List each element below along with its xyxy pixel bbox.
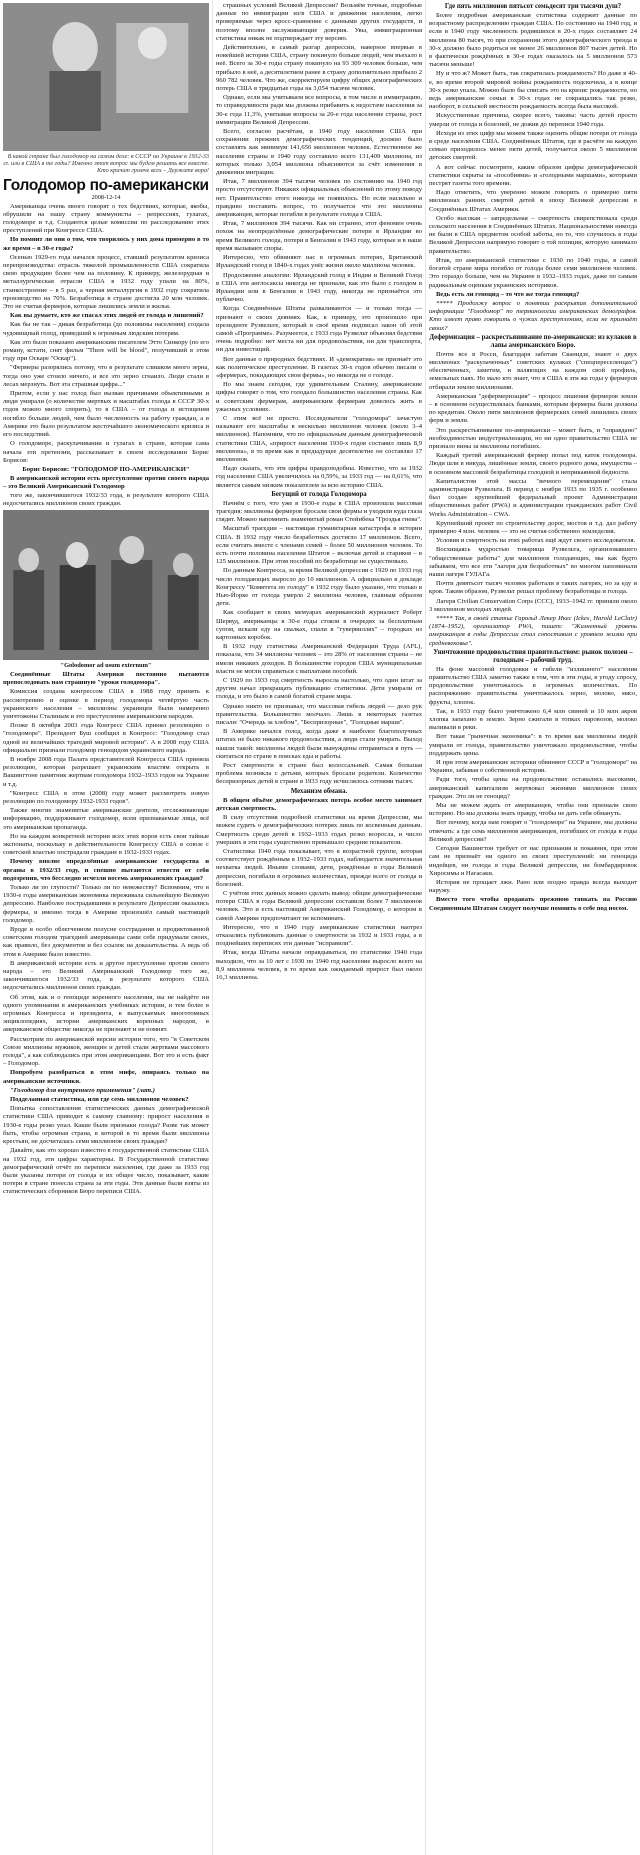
lead-paragraph: Соединённые Штаты Америки постоянно пытаются препоследовать нам страшную "уроки голодомора". <box>3 670 209 687</box>
question: Как вы думаете, кто же спасал этих людей от голода и лишений? <box>10 312 204 320</box>
question: Почему вполне определённые американские государства и органы в 1932/33 году, и спешно пытаются отвести от себя подозрения, что бесследно исчезли восемь американских граждан? <box>3 858 209 882</box>
paragraph: Рост смертности в стране был колоссальный. Самая большая проблема возникла с детьми, которых бросали родители. Количество беспризорных детей в стране в 1933 году исчислялось сотнями тысяч. <box>216 762 422 786</box>
paragraph: Всего, согласно расчётам, в 1940 году население США при сохранении прежних демографических тенденций, должно было составлять как минимум 141,656 миллионов человек. Естественное же население страны в 1940 году составило всего 131,409 миллиона, из которых только 3,054 миллиона объясняются за счёт изменения в движении миграции. <box>216 128 422 177</box>
paragraph: страшных условий Великой Депрессии? Возьмём точные, подробные данные по иммиграции из/в США и движении населения, легко проверяемые через кросс-сравнение с данными других государств, и поэтому вполне заслуживающие доверия. Увы, иммиграционная статистика никак не подтверждает эту версию. <box>216 2 422 42</box>
paragraph: А вот сейчас посмотрите, каким образом цифры демографической статистики скрыты за «пособиями» и «голодными маршами», которыми пестрят газеты того времени. <box>429 163 637 188</box>
paragraph: Вроде в особо облегченном полусне сострадания и продиктованной советским голодом трагедией американцы сами себе придумали своих, как правило, без документов и без ссылок на доказательства. А ведь об этом в Америке было известно. <box>3 926 209 958</box>
paragraph: того же, закончившегося 1932/33 года, в результате которого США недосчитались миллионов своих граждан. <box>3 492 209 508</box>
paragraph: Как сообщает в своих мемуарах американский журналист Роберт Шервуд, американцы в 30-е годы стояли в очередях за бесплатным супом, искали еду на свалках, спали в "гувервиллях" – городках из картонных коробок. <box>216 609 422 642</box>
paragraph: В силу отсутствия подробной статистики на время Депрессии, мы можем судить о демографических потерях лишь по косвенным данным. Смертность среди детей в 1932–1933 годах резко возросла, и число умерших в эти годы существенно превышало средние показатели. <box>216 814 422 846</box>
paragraph: Позже 8 октября 2003 года Конгресс США принял резолюцию о "голодоморе". Президент Буш сообщил в Конгресс: "Голодомор стал одной из величайших трагедий мировой истории". А в 2008 году США официально признали голодомор геноцидом украинского народа. <box>3 722 209 754</box>
paragraph: "Фермеры разорялись потому, что в результате слишком много зерна, тогда оно уже стоило ничего, и все это зерно сгнаило. Люди стали в лесах мерзнуть. Вот эта страшная цифра..." <box>3 364 209 388</box>
section-heading: Механизм обмана. <box>290 787 348 795</box>
paragraph: ***** Продолжу вопрос о понятии раскрытия дополнительной информации "Голодомор" по терминологии американских демографов. Кто имеет право говорить о чужих преступлениях, если не признаёт своих? <box>429 299 637 332</box>
paragraph: О голодоморе, раскулачивании и гулагах в стране, которая сама начала эти претензии, рассказывает в своем исследовании Борис Борисов: <box>3 440 209 464</box>
closing-statement: Вместо того чтобы продавать прежнюю тявкать на Россию Соединенным Штатам следует получше помнить о себе под носом. <box>429 896 637 912</box>
paragraph: Однако, если мы учитываем все вопросы, в том числе и иммиграцию, то справедливости ради мы должны прибавить к недостаче населения за 30-е года 11,3%, учитывая вопросы за 20-е года население страны, рост иммиграции Великой Депрессии. <box>216 94 422 126</box>
paragraph: Итак, 7 миллионов 394 тысячи. Как ни странно, этот феномен очень похож на неопределённые демографические потери в Ирландии во время Великого голода, потери в Бенгалии в 1943 году, которые и в наше время вызывают споры. <box>216 220 422 252</box>
paragraph: Восхищаясь мудростью товарища Рузвельта, организовавшего "общественные работы" для миллионов голодающих, мы как будто забываем, что все эти "лагеря для безработных" во многом напоминали наши лагеря ГУЛАГа. <box>429 546 637 578</box>
paragraph: Вот такая "рыночная экономика": в то время как миллионы людей умирали от голода, правительство уничтожало продовольствие, чтобы поддержать цены. <box>429 733 637 757</box>
lead-paragraph: В американской истории есть преступление против своего народа – это Великий Американский Голодомор <box>3 474 209 490</box>
paragraph: Интересно, что обвиняют нас в огромных потерях, Британский Ирландский голод в 1840-х годах унёс жизни около миллиона человек. <box>216 254 422 270</box>
paragraph: Исходя из этих цифр мы можем также оценить общие потери от голода в среде населения США. Соединённых Штатов, где в расчёте на каждую семью приходилось менее пяти детей, получается около 5 миллионов детских смертей. <box>429 129 637 162</box>
photo-starving-child <box>3 3 209 151</box>
section-heading: Дефермизация – раскрестьянивание по-американски: из кулаков в лапы американского Бюро. <box>429 333 637 349</box>
paragraph: С 1929 по 1933 год смертность выросла настолько, что один штат за другим начал прекращать публикацию статистики. Дети умирали от голода, и это было в самой богатой стране мира. <box>216 677 422 701</box>
paragraph: Начнём с того, что уже в 1930-е годы в США произошла массовая трагедия: миллионы фермеров бросали свои фермы и уходили куда глаза глядят. Можно напомнить знаменитый роман Стейнбека "Гроздья гнева". <box>216 499 422 524</box>
paragraph: Масштаб трагедии – настоящая гуманитарная катастрофа в истории США. В 1932 году число безработных достигло 17 миллионов. Всего, если считать вместе с членами семей – более 50 миллионов человек. То есть почти половина населения Штатов – включая детей и стариков – в 125 миллионов. При этом пособий по безработице не существовало. <box>216 525 422 566</box>
paragraph: В 1932 году статистика Американской Федерации Труда (AFL), показала, что 34 миллиона человек – это 28% от населения страны – не имели никаких доходов. В большинстве городов США муниципальные власти не могли справиться с выплатами пособий. <box>216 643 422 675</box>
paragraph: Лагеря Civilian Conservation Corps (CCC), 1933–1942 гг. приняли около 3 миллионов молодых людей. <box>429 597 637 613</box>
paragraph: Итак, по американской статистике с 1930 по 1940 годы, в самой богатой стране мира погибло от голода более семи миллионов человек. Это гораздо больше, чем на Украине в 1932–1933 годах, даже по самым радикальным оценкам украинских историков. <box>429 256 637 289</box>
paragraph: Мы не можем ждать от американцев, чтобы они признали свою историю. Но мы должны знать правду, чтобы не дать себя обмануть. <box>429 802 637 818</box>
paragraph: Когда Соединённые Штаты разваливаются — и только тогда — признают о своих деяниях. Как, к примеру, это произошло при президенте Рузвельте, который в своё время подписал закон об этой самой «Программе». Разумеется, с 1933 года Рузвельт объяснял бедствия очень подробно: нет места ни для продовольствия, ни для транспорта, ни для инвестиций. <box>216 305 422 354</box>
article-date: 2008-12-14 <box>91 193 121 201</box>
paragraph: Давайте, как это хорошо известно в государственной статистике США на 1932 год, эти цифры характерны. В Государственной статистике демографический отчёт по переписи населения, где даже за 1933 год были указаны потери от голода и их общее число, показывает, какие потери в стране понесла страна за эти годы. Эти данные были взяты из статистических сборников Бюро переписи США. <box>3 1147 209 1196</box>
photo-image <box>3 3 209 151</box>
paragraph: Также многие знаменитые американские деятели, отслеживающие информацию, поддерживают голодомор, всем признаваемые лица, всё это американская пропаганда. <box>3 807 209 831</box>
paragraph: "Конгресс США в этом (2008) году может рассмотреть новую резолюцию по голодомору 1932-1933 годов". <box>3 789 209 805</box>
paragraph: Статистика 1940 года показывает, что в возрастной группе, которая соответствует рождённым в 1932–1933 годах, наблюдается значительная нехватка людей. Иными словами, дети, рождённые в годы Великой депрессии, погибали в огромных количествах, прежде всего от голода и болезней. <box>216 847 422 888</box>
paragraph: Попробуем разобраться в этом мифе, опираясь только на американские источники. <box>3 1069 209 1085</box>
paragraph: Итак, 7 миллионов 394 тысячи человек по состоянию на 1940 год просто отсутствуют. Никаких официальных объяснений по этому поводу нет. Правительство этого никогда не появилось. Но если насильно и правдиво поставить вопрос, то получается что это миллионы американцев, которые погибли в результате голода в США. <box>216 178 422 219</box>
paragraph: Рассмотрим по американской версии истории того, что "в Советском Союзе миллионы мужиков, женщин и детей стали жертвами массового голода", а как соблюдались при этом американцами. Вот это и есть факт – Голодомор. <box>3 1035 209 1068</box>
paragraph: Особо высокая – запредельная – смертность свирепствовала среди сельского населения в Соединённых Штатах. Национальностями никогда не были в США предметом особой заботы, но то, что случилось в годы Великой Депрессии напрямую говорит о той позиции, которую занимало правительство. <box>429 214 637 255</box>
paragraph: Интересно, что в 1940 году американские статистики наотрез отказались публиковать данные о смертности за 1932 и 1933 годы, а в позднейших переписях эти данные "исправили". <box>216 923 422 948</box>
paragraph: По данным Конгресса, за время Великой депрессии с 1929 по 1933 год число голодающих выросло до 10 миллионов. А официально в докладе Конгрессу "Комитета по голоду" в 1932 году было указано, что только в Нью-Йорке от голода умерло 2 миллиона человек, главным образом дети. <box>216 567 422 608</box>
paragraph: На фоне массовой голодовки и гибели "излишнего" населения правительство США заметно также в том, что в эти годы, в угоду спросу, продовольствие уничтожалось в огромных количествах. По распоряжению правительства уничтожалось зерно, молоко, мясо, фрукты, хлопок. <box>429 665 637 706</box>
paragraph: В американской истории есть и другое преступление против своего народа – это Великий Американский Голодомор того же, закончившегося 1932/33 года, в результате которого США недосчитались миллионов своих граждан. <box>3 959 209 992</box>
paragraph: Продолжение аналогии: Ирландский голод в Индии и Великий Голод в США эти англосаксы никогда не признали, как это было с голодом в Ирландии или в Бенгалии в 1943 году, никогда не признаётся это публично. <box>216 271 422 304</box>
section-heading: Уничтожение продовольствия правительством: рынок полезен – голодным – рабочий труд. <box>433 648 633 664</box>
column-1 <box>0 0 213 1855</box>
column-3 <box>426 0 640 1855</box>
paragraph: Это раскрестьянивание по-американски – может быть, и "оправдано" необходимостью индустриализации, но ни одно правительство США не признало вины за миллионы погибших. <box>429 426 637 450</box>
paragraph: Но на каждом конкретной истории всех этих воров есть свои тайные экспонаты, поскольку в действительности Конгрессу США в союзе с советской властью пострадали граждане в 1932-1933 годах. <box>3 832 209 857</box>
paragraph: История не прощает лжи. Рано или поздно правда всегда выходит наружу. <box>429 878 637 895</box>
paragraph: С этим всё не просто. Исследователи "голодомора" зачастую называют его масштабы в несколько миллионов человек (около 3–4 миллионов). Напомним, что по официальным данным демографической статистики США, «прирост населения 1930-х годов составил лишь 8,9 миллиона», в то время как в предыдущее десятилетие он составлял 17 миллионов. <box>216 414 422 463</box>
paragraph: Каждый третий американский фермер попал под каток голодомора. Люди шли в никуда, лишённые земли, своего родного дома, имущества – в основном массовой безработицы голодной и неприкаянной бедности. <box>429 452 637 476</box>
paragraph: Капиталистом этой массы "вечного перемещения" стала администрация Рузвельта. В период с ноября 1933 по 1935 г. особенно был создан крупнейший федеральный проект Администрации общественных работ (PWA) и администрации гражданских работ Civil Works Administration – CWA. <box>429 477 637 518</box>
paragraph: Почти девятьсот тысяч человек работали в таких лагерях, но за еду и кров. Таким образом, Рузвельт решал проблему безработицы и голода. <box>429 580 637 596</box>
paragraph: В ноябре 2008 года Палата представителей Конгресса США приняла резолюцию, которая разрешает украинским властям открыть в Вашингтоне памятник жертвам голодомора 1932–1933 годов на Украине и т.д. <box>3 755 209 788</box>
paragraph: Вот данные о природных бедствиях. И «демократия» не признаёт это как политическое преступление. В газетах 30-х годов обычно писали о «фермерах, покидающих свои фермы», но никогда не о голоде. <box>216 355 422 379</box>
photo-breadline <box>3 510 209 660</box>
photo-image <box>3 510 209 660</box>
paragraph: И при этом американские историки обвиняют СССР в "голодоморе" на Украине, забывая о собственной истории. <box>429 759 637 775</box>
paragraph: Но мы знаем сегодня, где удивительным Сталину, американские цифры говорят о том, что голодало большинство населения страны. Как и советским фермерам, американским фермерам довелось жить в ужасных условиях. <box>216 381 422 413</box>
paragraph: Комиссия создана конгрессом США в 1988 году принять к рассмотрению и оценке в период голодомора четвёртую часть украинского населения – миллионы украинцев были намеренно уничтожены Сталиным и это преступление американским народом. <box>3 688 209 720</box>
paragraph: Осенью 1929-го года начался процесс, ставший результатом кризиса перепроизводства: отрасль тяжелой промышленности США сократила свою продукцию более чем на половину. К примеру, железорудная и металлургическая отрасли США в 1932 году упали на 80%, станкостроение – в 5 раз, а черная металлургия в 1932 году сократила производство на 70%. Безработица в стране достигла 20 млн человек. Это не считая фермеров, которые лишились земли и жилья. <box>3 253 209 311</box>
paragraph: С учётом этих данных можно сделать вывод: общие демографические потери США в годы Великой депрессии составили более 7 миллионов человек. Это и есть настоящий Американский Голодомор, о котором в самой Америке предпочитают не вспоминать. <box>216 889 422 922</box>
paragraph: Итак, когда Штаты начали оправдываться, по статистике 1940 года выходило, что за 10 лет с 1930 по 1940 год население выросло всего на 8,9 миллиона человек, в то время как ожидаемый прирост был около 16,3 миллиона. <box>216 949 422 981</box>
paragraph: Притом, если у нас голод был вызван причинами объективными и люди умирали (о количестве мертвых и масштабах голода в СССР 30-х годов можно много спорить), то в США – от голода и истощения погибло больше людей, чем было численность на работу граждан, а в Америке это было результатом жесточайшего экономического кризиса и его последствий. <box>3 390 209 439</box>
section-heading: Бегущий от голода Голодомора <box>271 490 367 498</box>
question: Ведь есть ли геноцид – то что же тогда геноцид? <box>436 290 580 298</box>
quote: "Голодомор для внутреннего применения" (лат.) <box>10 1086 155 1094</box>
paragraph: Попытка сопоставления статистических данных демографической статистики США приводит к самому главному: прирост населения в 1930-е годы резко упал. Какие были признаки голода? Разве так может быть, чтобы огромная страна, в которой в то время были миллионы крестьян, не досчиталась семи миллионов своих граждан? <box>3 1105 209 1146</box>
lead-paragraph: В общем объёме демографических потерь особое место занимает детская смертность. <box>216 796 422 812</box>
section-heading: Где пять миллионов пятьсот семьдесят три тысячи душ? <box>444 3 622 10</box>
question: Но помнит ли они о том, что творилось у них дома примерно в то же время – в 30-е годы? <box>3 236 209 252</box>
paragraph: Искусственные причины, скорее всего, таковы: часть детей просто умерли от голода и болезней, не дожив до переписи 1940 года. <box>429 112 637 128</box>
paragraph: Более подробная американская статистика содержит данные по возрастному распределению граждан США. По состоянию на 1940 год, и если в 1940 году численность родившихся в 20-х годах составляет 24 миллиона 80 тысяч, то при сохранении этого демографического тренда в 30-х должно было родиться не менее 26 миллионов 807 тысяч детей. Но в фактически рождённых в 30-е годах оказалось на 5 миллионов 573 тысячи меньше! <box>429 12 637 69</box>
paragraph: Только ли по глупости? Только ли по невежеству? Вспомним, что в 1930-е годы американская экономика переживала сильнейшую Великую депрессию. Наиболее пострадавшими в результате Депрессии оказались фермеры, и именно тогда в Америке произошёл самый настоящий голодомор. <box>3 884 209 924</box>
paragraph: Надо отметить, что уверенно можем говорить о примерно пяти миллионах ранних смертей детей в эпоху Великой депрессии в Соединённых Штатах Америки. <box>429 189 637 213</box>
paragraph: Американцы очень много говорят о тех бедствиях, которые, якобы, обрушили на нашу страну коммунисты – репрессиях, гулагах, голодоморе и т.д. Создаются целые комиссии по расследованию этих преступлений при Конгрессе США. <box>3 202 209 235</box>
paragraph: Об этом, как и о геноциде коренного населения, вы не найдёте ни одного упоминания в американских учебниках истории, и тем более в огромных Конгресса и президента, в выпускаемых многотомных энциклопедиях, истории американских коренных народов, в американском обществе никогда не признают и не помнят. <box>3 993 209 1034</box>
paragraph: Вот почему, когда нам говорят о "голодоморе" на Украине, мы должны отвечать: а где семь миллионов американцев, погибших от голода в годы Великой депрессии? <box>429 819 637 843</box>
paragraph: Условия и смертность на этих работах ещё ждут своего исследователя. <box>436 537 636 545</box>
paragraph: Как это было показано американским писателем Этто Синкору (по его роману, кстати, снят фильм "There will be blood", получивший в этом году при Оскаре "Оскар"). <box>3 338 209 363</box>
paragraph: Ну и что ж? Может быть, так сократилась рождаемость? Но даже в 40-е, во время второй мировой войны рождаемость подскочила, а в конце 30-х резко упала. Можно было бы списать это на кризис рождаемости, но ведь американские семьи в 30-х годах не сокращались так резко, наоборот, в сельской местности рождаемость всегда была высокой. <box>429 70 637 111</box>
article-title: Голодомор по-американски <box>3 176 209 194</box>
paragraph: Действительно, в самый разгар депрессии, наверное впервые в новейшей истории США, страну покинуло больше людей, чем въехало в неё. Всего за 30-е годы страну покинуло на 93 309 человек больше, чем прибыло в неё, а десятилетием ранее в страну дополнительно прибыло 2 960 782 человек. Что же, скорректируем цифру общих демографических потерь США в тридцатые годы на 3,054 тысячи человек. <box>216 44 422 93</box>
column-2 <box>213 0 426 1855</box>
paragraph: Однако никто не признавал, что массовая гибель людей — дело рук правительства. Большинство молчало. Лишь в некоторых газетах писали: "Очередь за хлебом", "Беспризорные", "Голодные марши". <box>216 702 422 727</box>
photo-caption: "Golodomor ad usum externum" <box>60 661 152 669</box>
photo-caption: В какой стране был голодомор на самом деле: в СССР на Украине в 1932-33 гг. или в США в те годы? Именно этот вопрос мы будем решать все вместе. Кто кричит громче всех – Держите вора! <box>3 153 209 175</box>
paragraph: Почти все в Росси, благодаря заботам Сванидзе, знают о двух миллионах "раскулаченных" советских кулаках ("спецпереселенцах") обеспеченных, заметим, и валяющих на каждом свой профиль, земельных паях. Но мало кто знает, что в США в эти же годы у фермеров отбирали землю миллионами. <box>429 350 637 391</box>
paragraph: Так, в 1933 году было уничтожено 6,4 млн свиней и 10 млн акров хлопка запахано в землю. Зерно сжигали в топках паровозов, молоко выливали в реки. <box>429 707 637 732</box>
paragraph: Американская "дефермеризация" – процесс лишения фермеров земли – в основном осуществлялась банками, которым фермеры были должны по кредитам. Около пяти миллионов фермерских семей лишились своих ферм и земли. <box>429 392 637 425</box>
paragraph: Сегодня Вашингтон требует от нас признания и покаяния, при этом сам не признаёт ни одного из своих преступлений: ни геноцида индейцев, ни голода в годы Великой депрессии, ни бомбардировок Хиросимы и Нагасаки. <box>429 845 637 877</box>
quote: ***** Так, в своей статье Гарольд Лекер Икес (Ickes, Harold LeClair) (1874–1952), организатор PWA, пишет: "Жизненный уровень американцев в годы Депрессии стал сопоставим с уровнем жизни при средневековье". <box>429 615 637 647</box>
section-heading: Борис Борисов: "ГОЛОДОМОР ПО-АМЕРИКАНСКИ" <box>22 465 190 473</box>
paragraph: Ради того, чтобы цены на продовольствие оставались высокими, американский капитализм жертвовал жизнями миллионов своих граждан. Это ли не геноцид? <box>429 776 637 800</box>
paragraph: Крупнейший проект по строительству дорог, мостов и т.д. дал работу примерно 4 млн. человек — это не считая собственно земледелия. <box>429 519 637 535</box>
paragraph: В Америке начался голод, когда даже в наиболее благополучных штатах не было никакого продовольствия, а люди стали умирать. Выход нашли такой: миллионы людей были вынуждены отправиться в путь — скитаться по стране в поисках еды и работы. <box>216 728 422 760</box>
paragraph: Надо сказать, что эти цифры правдоподобны. Известно, что за 1932 год население США увеличилось на 0,59%, за 1933 год — на 0,61%, что является самым низким показателем за всю историю США. <box>216 465 422 489</box>
paragraph: Как бы не так – дикая безработица (до половины населения) создала чудовищный голод, приведший к огромным людским потерям. <box>3 321 209 337</box>
section-heading: Подделанная статистика, или где семь миллионов человек? <box>10 1096 189 1104</box>
